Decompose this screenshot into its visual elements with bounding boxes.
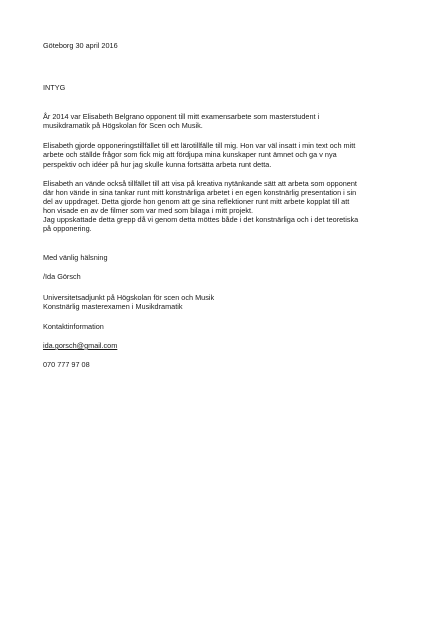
paragraph-line: arbete och ställde frågor som fick mig att fördjupa mina kunskaper runt ämnet och ga v nya bbox=[43, 150, 337, 159]
paragraph-line: Elisabeth gjorde opponeringstillfället till ett lärotillfälle till mig. Hon var väl insatt i min text och mitt bbox=[43, 141, 356, 150]
paragraph-line: Elisabeth an vände också tillfället till att visa på kreativa nytänkande sätt att arbeta som opponent bbox=[43, 179, 357, 188]
paragraph-line: på opponering. bbox=[43, 224, 92, 233]
paragraph-line: del av uppdraget. Detta gjorde hon genom att ge sina reflektioner runt mitt arbete kopplat till att bbox=[43, 197, 350, 206]
paragraph-line: perspektiv och idéer på hur jag skulle kunna fortsätta arbeta runt detta. bbox=[43, 160, 272, 169]
closing: Med vänlig hälsning bbox=[43, 253, 108, 262]
title-line: Universitetsadjunkt på Högskolan för scen och Musik bbox=[43, 293, 215, 302]
phone-number: 070 777 97 08 bbox=[43, 360, 90, 369]
contact-heading: Kontaktinformation bbox=[43, 322, 104, 331]
paragraph-line: där hon vände in sina tankar runt mitt konstnärliga arbetet i en egen konstnärlig presentation i sin bbox=[43, 188, 357, 197]
heading: INTYG bbox=[43, 83, 66, 92]
signature: /Ida Görsch bbox=[43, 272, 81, 281]
title-line: Konstnärlig masterexamen i Musikdramatik bbox=[43, 302, 183, 311]
paragraph-line: musikdramatik på Högskolan för Scen och Musik. bbox=[43, 121, 203, 130]
paragraph-line: hon visade en av de filmer som var med som bilaga i mitt projekt. bbox=[43, 206, 254, 215]
email-link[interactable]: ida.gorsch@gmail.com bbox=[43, 341, 118, 350]
paragraph-line: År 2014 var Elisabeth Belgrano opponent till mitt examensarbete som masterstudent i bbox=[43, 112, 320, 121]
paragraph-line: Jag uppskattade detta grepp då vi genom detta möttes både i det konstnärliga och i det teoretiska bbox=[43, 215, 359, 224]
date-line: Göteborg 30 april 2016 bbox=[43, 41, 118, 50]
